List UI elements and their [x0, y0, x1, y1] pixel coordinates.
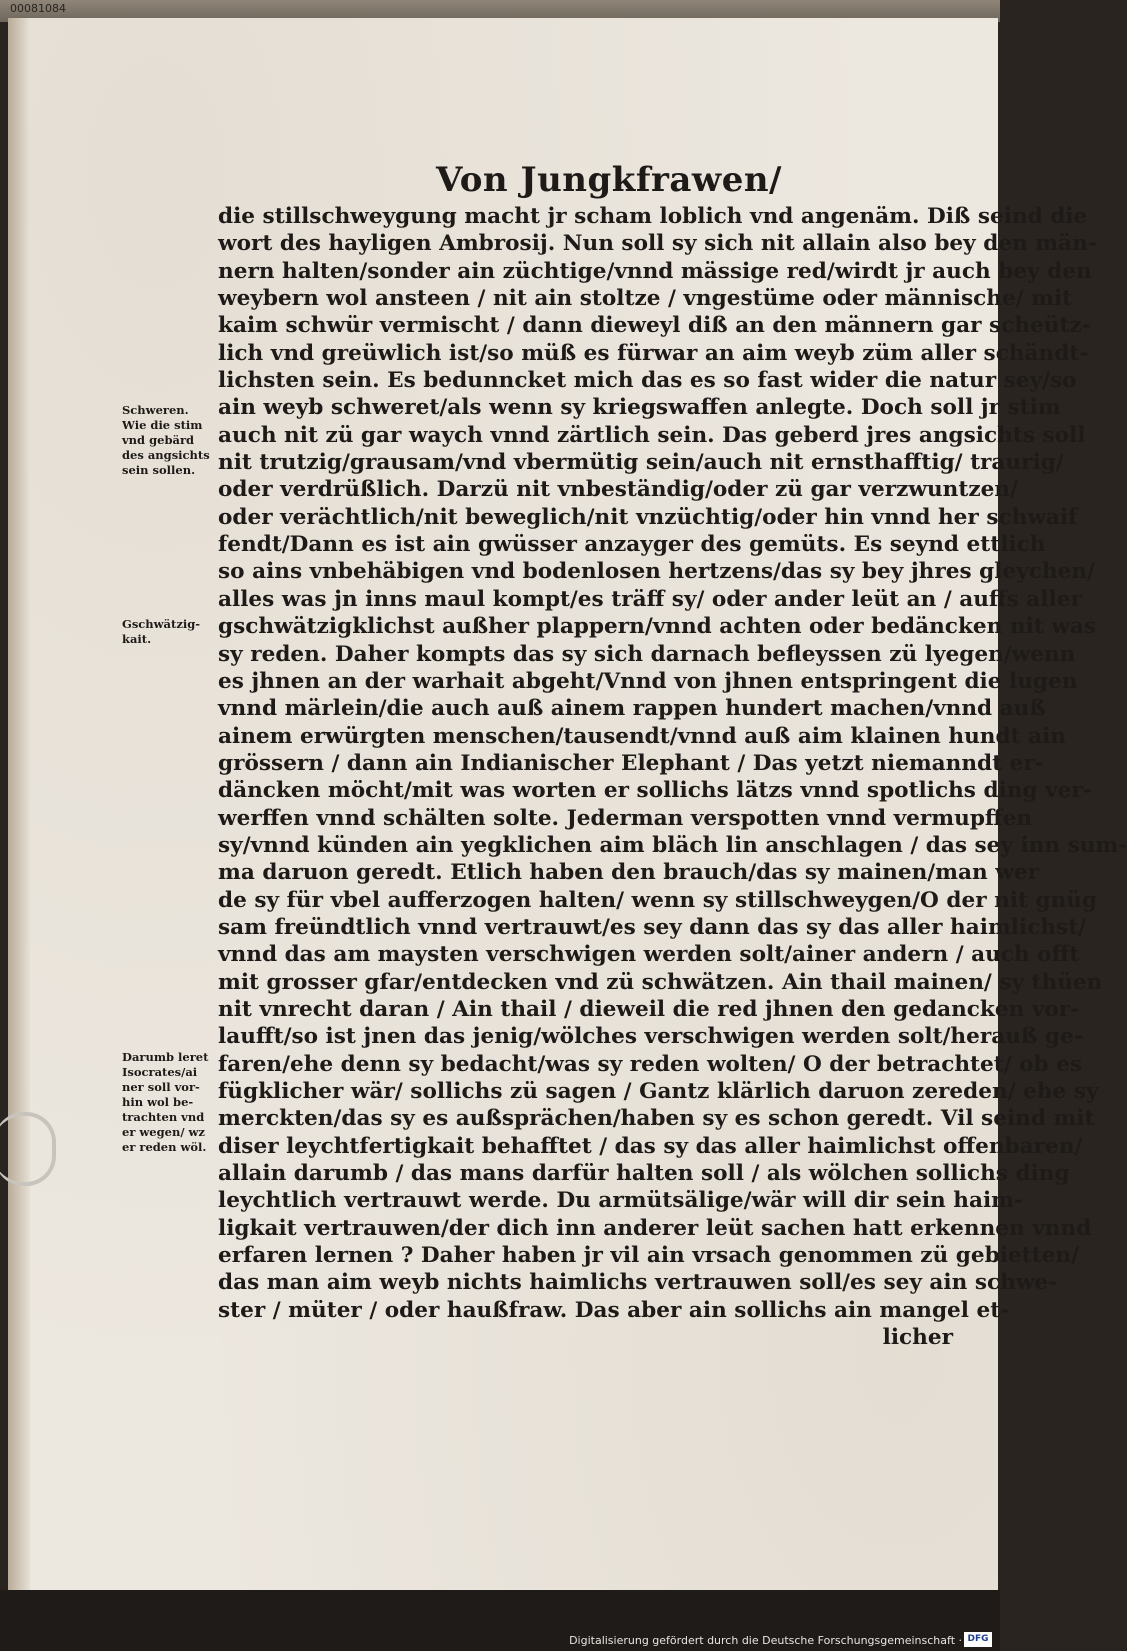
body-text-block: [218, 203, 1127, 1351]
text-line: mit grosser gfar/entdecken vnd zü schwätzen. Ain thail mainen/ sy thüen: [218, 969, 1103, 995]
text-line: ma daruon geredt. Etlich haben den brauch/das sy mainen/man wer: [218, 860, 1039, 886]
text-line: vnnd das am maysten verschwigen werden solt/ainer andern / auch offt: [218, 942, 1080, 968]
text-line: fendt/Dann es ist ain gwüsser anzayger des gemüts. Es seynd ettlich: [218, 532, 1046, 558]
margin-note-line: ner soll vor-: [122, 1080, 200, 1094]
text-line: merckten/das sy es außsprächen/haben sy es schon geredt. Vil seind mit: [218, 1106, 1095, 1132]
text-line: laufft/so ist jnen das jenig/wölches verschwigen werden solt/herauß ge-: [218, 1024, 1083, 1050]
text-line: alles was jn inns maul kompt/es träff sy/ oder ander leüt an / auffs aller: [218, 586, 1082, 612]
text-line: leychtlich vertrauwt werde. Du armütsälige/wär will dir sein haim-: [218, 1188, 1023, 1214]
text-line: werffen vnnd schälten solte. Jederman verspotten vnnd vermupffen: [218, 805, 1033, 831]
text-line: wort des hayligen Ambrosij. Nun soll sy sich nit allain also bey den män-: [218, 231, 1097, 257]
text-line: grössern / dann ain Indianischer Elephant / Das yetzt niemanndt er-: [218, 750, 1044, 776]
page-gutter-edge: [8, 18, 30, 1590]
margin-note-schweren: [122, 403, 220, 478]
text-line: es jhnen an der warhait abgeht/Vnnd von jhnen entspringent die lugen: [218, 668, 1078, 694]
text-line: die stillschweygung macht jr scham loblich vnd angenäm. Diß seind die: [218, 204, 1088, 229]
text-line: nern halten/sonder ain züchtige/vnnd mässige red/wirdt jr auch bey den: [218, 258, 1092, 284]
text-line: lichsten sein. Es bedunncket mich das es so fast wider die natur sey/so: [218, 368, 1077, 394]
margin-note-line: Gschwätzig-: [122, 617, 201, 631]
text-line: däncken möcht/mit was worten er sollichs lätzs vnnd spotlichs ding ver-: [218, 778, 1092, 804]
text-line: ainem erwürgten menschen/tausendt/vnnd auß aim klainen hundt ain: [218, 723, 1066, 749]
text-line: so ains vnbehäbigen vnd bodenlosen hertzens/das sy bey jhres gleychen/: [218, 559, 1095, 585]
text-line: gschwätzigklichst außher plappern/vnnd achten oder bedäncken nit was: [218, 614, 1097, 640]
text-line: ster / müter / oder haußfraw. Das aber ain sollichs ain mangel et-: [218, 1297, 1010, 1323]
text-line: nit vnrecht daran / Ain thail / dieweil die red jhnen den gedancken vor-: [218, 996, 1080, 1022]
margin-note-line: Schweren.: [122, 403, 189, 417]
text-line: diser leychtfertigkait behafftet / das sy das aller haimlichst offenbaren/: [218, 1133, 1083, 1159]
margin-note-line: Wie die stim: [122, 418, 203, 432]
margin-note-line: trachten vnd: [122, 1110, 205, 1124]
margin-note-line: hin wol be-: [122, 1095, 194, 1109]
scan-id-label: 00081084: [10, 2, 66, 15]
text-line: kaim schwür vermischt / dann dieweyl diß an den männern gar scheütz-: [218, 313, 1091, 339]
margin-note-line: er wegen/ wz: [122, 1125, 205, 1139]
page-clip-holder: [0, 1112, 56, 1186]
margin-note-isocrates: [122, 1050, 220, 1155]
margin-note-line: Isocrates/ai: [122, 1065, 198, 1079]
text-line: lich vnd greüwlich ist/so müß es fürwar an aim weyb züm aller schändt-: [218, 340, 1089, 366]
margin-note-line: vnd gebärd: [122, 433, 195, 447]
text-line: ain weyb schweret/als wenn sy kriegswaffen anlegte. Doch soll jr stim: [218, 395, 1061, 421]
text-line: faren/ehe denn sy bedacht/was sy reden wolten/ O der betrachtet/ ob es: [218, 1051, 1083, 1077]
margin-note-gschwaetzigkait: [122, 617, 220, 647]
text-line: auch nit zü gar waych vnnd zärtlich sein. Das geberd jres angsichts soll: [218, 422, 1086, 448]
text-line: sam freündtlich vnnd vertrauwt/es sey dann das sy das aller haimlichst/: [218, 914, 1087, 940]
text-line: weybern wol ansteen / nit ain stoltze / vngestüme oder männische/ mit: [218, 286, 1073, 312]
footer-credit: Digitalisierung gefördert durch die Deutsche Forschungsgemeinschaft ·: [569, 1634, 962, 1647]
text-line: sy reden. Daher kompts das sy sich darnach befleyssen zü lyegen/wenn: [218, 641, 1076, 667]
margin-note-line: kait.: [122, 632, 152, 646]
margin-note-line: des angsichts: [122, 448, 210, 462]
text-line: erfaren lernen ? Daher haben jr vil ain vrsach genommen zü gebietten/: [218, 1243, 1079, 1269]
catchword: licher: [882, 1325, 953, 1351]
margin-note-line: er reden wöl.: [122, 1140, 207, 1154]
text-line: vnnd märlein/die auch auß ainem rappen hundert machen/vnnd auß: [218, 696, 1046, 722]
text-line: de sy für vbel aufferzogen halten/ wenn sy stillschweygen/O der nit gnüg: [218, 887, 1098, 913]
text-line: oder verächtlich/nit beweglich/nit vnzüchtig/oder hin vnnd her schwaif: [218, 504, 1078, 530]
dfg-logo: DFG: [964, 1632, 992, 1647]
running-head-title: Von Jungkfrawen/: [436, 160, 782, 200]
text-line: fügklicher wär/ sollichs zü sagen / Gantz klärlich daruon zereden/ ehe sy: [218, 1079, 1099, 1104]
text-line: oder verdrüßlich. Darzü nit vnbeständig/oder zü gar verzwuntzen/: [218, 477, 1018, 503]
margin-note-line: sein sollen.: [122, 463, 196, 477]
text-line: allain darumb / das mans darfür halten soll / als wölchen sollichs ding: [218, 1161, 1070, 1187]
text-line: nit trutzig/grausam/vnd vbermütig sein/auch nit ernsthafftig/ traurig/: [218, 450, 1064, 476]
text-line: das man aim weyb nichts haimlichs vertrauwen soll/es sey ain schwe-: [218, 1270, 1058, 1296]
text-line: sy/vnnd künden ain yegklichen aim bläch lin anschlagen / das sey inn sum-: [218, 832, 1127, 858]
margin-note-line: Darumb leret: [122, 1050, 209, 1064]
text-line: ligkait vertrauwen/der dich inn anderer leüt sachen hatt erkennen vnnd: [218, 1215, 1092, 1241]
